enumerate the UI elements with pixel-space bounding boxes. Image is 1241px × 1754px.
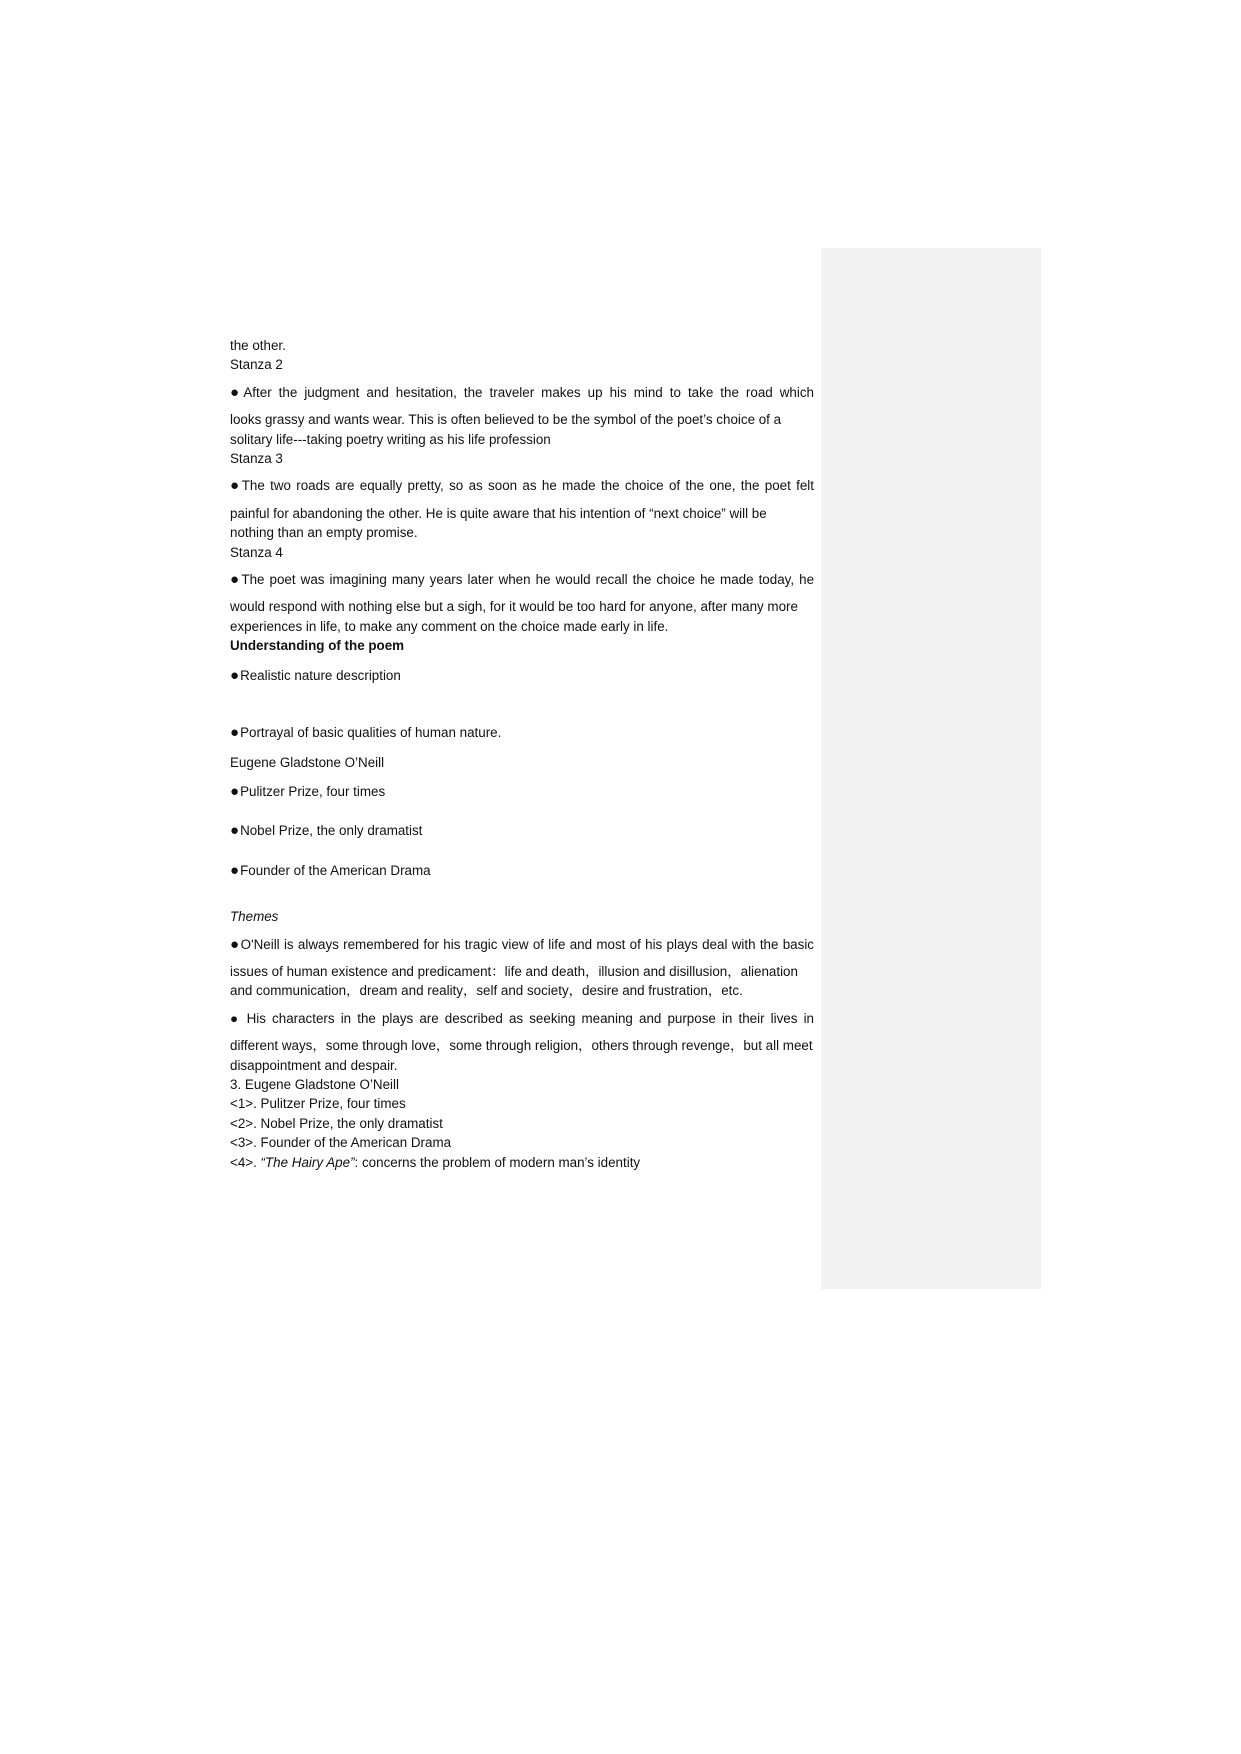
bullet-text: Portrayal of basic qualities of human nature. [240, 725, 502, 741]
bullet-item [230, 821, 814, 840]
list-item-prefix: <4>. [230, 1154, 261, 1170]
list-item-suffix: : concerns the problem of modern man’s identity [354, 1154, 641, 1170]
comment-pane [821, 248, 1041, 1289]
bullet-text: Founder of the American Drama [240, 862, 431, 878]
bullet-icon: ● [230, 571, 241, 589]
text-line: the other. [230, 338, 286, 353]
bullet-item [230, 723, 814, 742]
themes-paragraph-2 [230, 1009, 814, 1075]
list-item: <1>. Pulitzer Prize, four times [230, 1096, 406, 1112]
paragraph-rest: different ways，some through love，some through religion，others through revenge，but all meet disappointment and despair. [230, 1038, 813, 1073]
paragraph-first-line [230, 570, 814, 589]
stanza3-paragraph [230, 476, 814, 542]
themes-paragraph-1 [230, 935, 814, 1001]
paragraph-first-line [230, 383, 814, 402]
list-heading: 3. Eugene Gladstone O’Neill [230, 1076, 399, 1092]
bullet-item [230, 861, 814, 880]
paragraph-text: The two roads are equally pretty, so as soon as he made the choice of the one, the poet felt [241, 478, 814, 494]
bullet-icon: ● [230, 724, 240, 742]
bullet-icon: ● [230, 477, 241, 495]
bullet-text: Pulitzer Prize, four times [240, 783, 386, 799]
bullet-icon: ● [230, 861, 240, 879]
list-item: <3>. Founder of the American Drama [230, 1135, 452, 1151]
paragraph-text: O'Neill is always remembered for his tragic view of life and most of his plays deal with the basic [240, 936, 814, 952]
stanza-label: Stanza 4 [230, 544, 283, 560]
paragraph-first-line [230, 476, 814, 495]
paragraph-first-line [230, 935, 814, 954]
bullet-text: Nobel Prize, the only dramatist [240, 823, 423, 839]
stanza-label: Stanza 3 [230, 451, 283, 467]
paragraph-text: After the judgment and hesitation, the traveler makes up his mind to take the road which [243, 384, 814, 400]
bullet-icon: ● [230, 383, 243, 401]
list-item: <2>. Nobel Prize, the only dramatist [230, 1115, 443, 1131]
bullet-text: Realistic nature description [240, 667, 401, 683]
bullet-item [230, 666, 814, 685]
themes-heading: Themes [230, 909, 279, 925]
author-name: Eugene Gladstone O’Neill [230, 754, 385, 770]
stanza-label: Stanza 2 [230, 357, 283, 373]
work-title: “The Hairy Ape” [260, 1154, 355, 1170]
paragraph-rest: would respond with nothing else but a sigh, for it would be too hard for anyone, after many more experiences in life, to make any comment on the choice made early in life. [230, 599, 798, 634]
bullet-icon: ● [230, 666, 240, 684]
section-heading: Understanding of the poem [230, 638, 405, 654]
list-item [230, 1153, 814, 1172]
stanza2-paragraph [230, 383, 814, 449]
bullet-icon: ● [230, 782, 240, 800]
bullet-item [230, 782, 814, 801]
bullet-icon: ● [230, 935, 240, 953]
paragraph-first-line: ● His characters in the plays are described as seeking meaning and purpose in their lives in [230, 1010, 814, 1026]
document-body [230, 336, 814, 1172]
stanza4-paragraph [230, 570, 814, 636]
paragraph-text: The poet was imagining many years later when he would recall the choice he made today, he [241, 572, 815, 588]
paragraph-rest: painful for abandoning the other. He is quite aware that his intention of “next choice” will be nothing than an empty promise. [230, 505, 767, 541]
bullet-icon: ● [230, 822, 240, 840]
paragraph-rest: looks grassy and wants wear. This is often believed to be the symbol of the poet’s choice of a solitary life---taking poetry writing as his life profession [230, 412, 782, 447]
paragraph-rest: issues of human existence and predicament：life and death，illusion and disillusion，alienation and communication，dream and reality，self and society，desire and frustration，etc. [230, 963, 798, 999]
